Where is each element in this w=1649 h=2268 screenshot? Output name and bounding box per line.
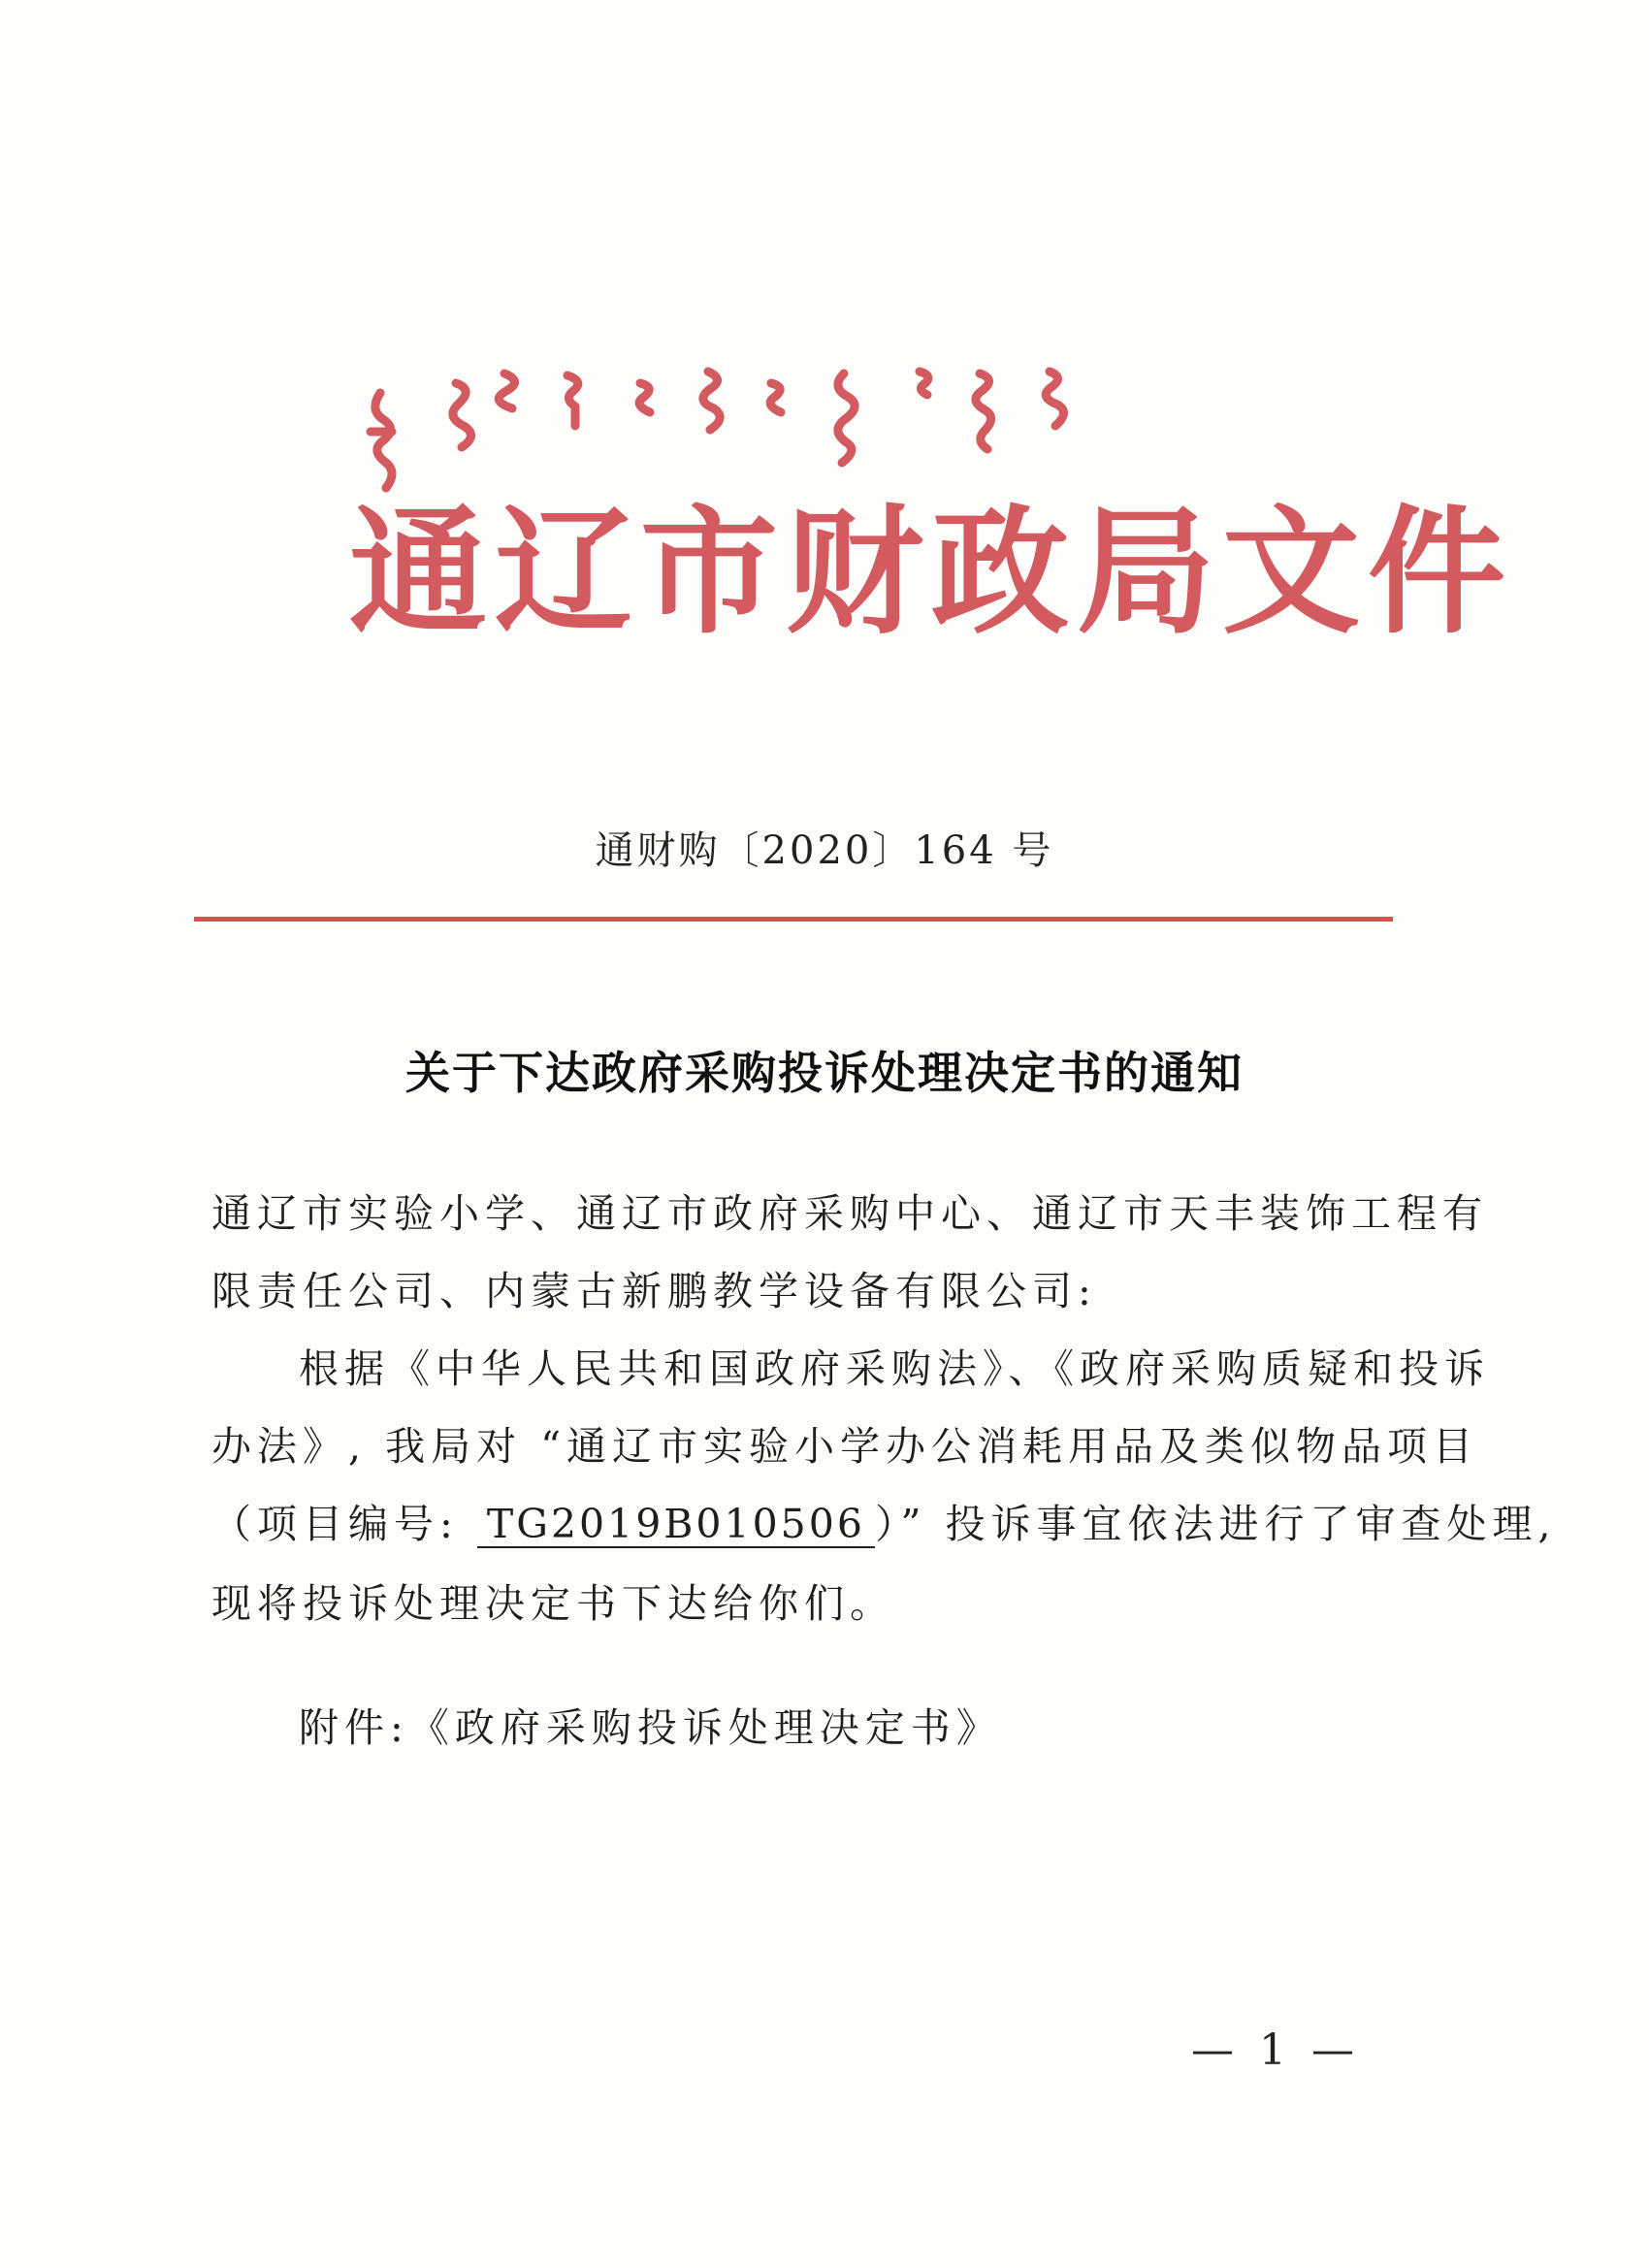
document-number: 通财购〔2020〕164 号 <box>595 828 1054 873</box>
project-number: TG2019B010506 <box>477 1503 875 1548</box>
recipients-line-1: 通辽市实验小学、通辽市政府采购中心、通辽市天丰装饰工程有 <box>211 1190 1488 1237</box>
paragraph-line-3 <box>211 1484 1557 1564</box>
paragraph-line-3-prefix: （项目编号: <box>211 1501 477 1547</box>
paragraph-line-2: 办法》, 我局对 “通辽市实验小学办公消耗用品及类似物品项目 <box>211 1423 1479 1470</box>
paragraph-line-4: 现将投诉处理决定书下达给你们。 <box>211 1580 895 1627</box>
recipients-line-2: 限责任公司、内蒙古新鹏教学设备有限公司: <box>211 1268 1097 1314</box>
paragraph-line-3-suffix: ）” 投诉事宜依法进行了审查处理, <box>874 1501 1557 1547</box>
mongolian-script-header <box>359 364 1261 500</box>
paragraph-line-1: 根据《中华人民共和国政府采购法》、《政府采购质疑和投诉 <box>299 1345 1490 1392</box>
document-header-title: 通辽市财政局文件 <box>349 493 1513 653</box>
red-divider-rule <box>194 917 1393 922</box>
page-number: — 1 — <box>1191 2025 1360 2075</box>
attachment-line: 附件:《政府采购投诉处理决定书》 <box>299 1704 1002 1751</box>
notice-title: 关于下达政府采购投诉处理决定书的通知 <box>405 1047 1244 1099</box>
